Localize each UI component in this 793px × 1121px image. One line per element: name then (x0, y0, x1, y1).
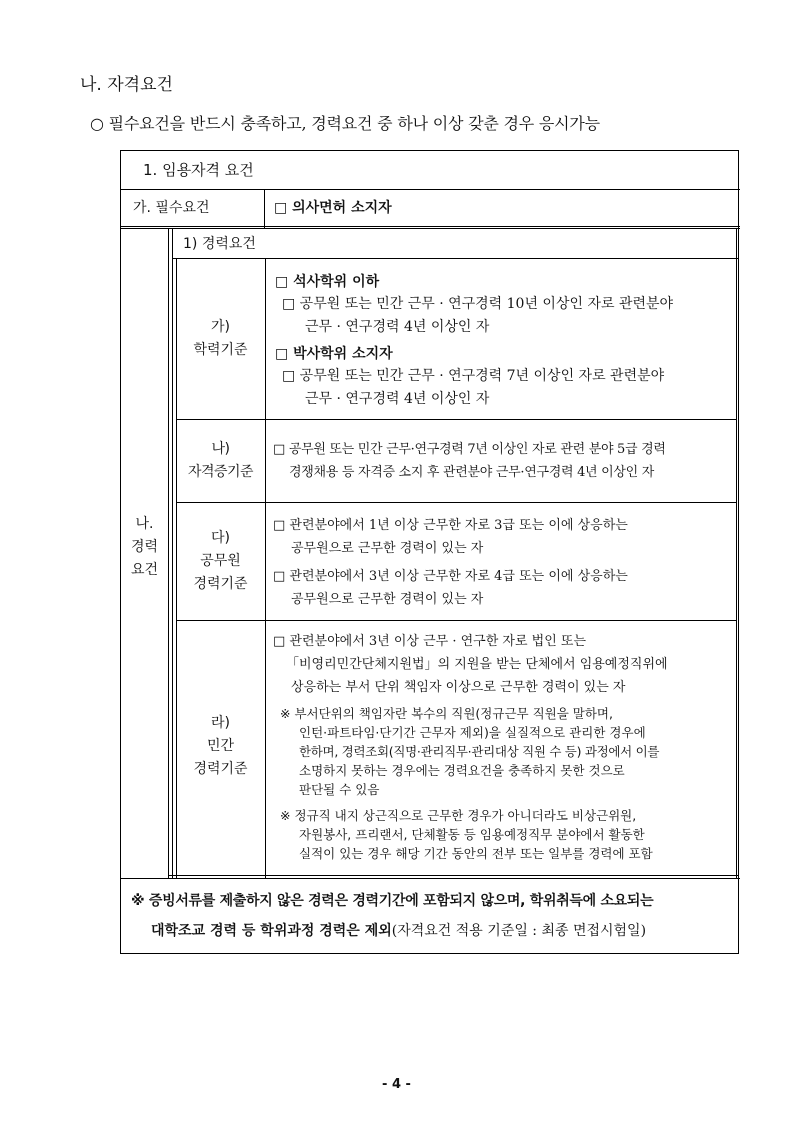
doctor-line: 근무 · 연구경력 4년 이상인 자 (305, 391, 490, 407)
career-subheading: 1) 경력요건 (183, 236, 256, 252)
public-career-line: 공무원으로 근무한 경력이 있는 자 (291, 541, 484, 556)
private-career-line: □ 관련분야에서 3년 이상 근무 · 연구한 자로 법인 또는 (273, 634, 587, 649)
private-note-line: 판단될 수 있음 (299, 782, 380, 797)
required-label: 가. 필수요건 (133, 200, 210, 216)
private-note-line: 한하며, 경력조회(직명·관리직무·관리대상 직원 수 등) 과정에서 이를 (299, 744, 660, 759)
table-title: 1. 임용자격 요건 (143, 161, 254, 179)
masters-line: □ 공무원 또는 민간 근무 · 연구경력 10년 이상인 자로 관련분야 (282, 296, 674, 312)
license-label: 나) 자격증기준 (187, 441, 254, 480)
public-career-line: □ 관련분야에서 3년 이상 근무한 자로 4급 또는 이에 상응하는 (273, 569, 628, 584)
private-career-line: 「비영리민간단체지원법」의 지원을 받는 단체에서 임용예정직위에 (286, 657, 668, 672)
license-line: □ 공무원 또는 민간 근무·연구경력 7년 이상인 자로 관련 분야 5급 경력 (273, 442, 666, 457)
footnote-line: ※ 증빙서류를 제출하지 않은 경력은 경력기간에 포함되지 않으며, 학위취득에 소요되는 (131, 893, 654, 909)
doctor-title: □ 박사학위 소지자 (275, 346, 393, 362)
private-note-line: ※ 정규직 내지 상근직으로 근무한 경우가 아니더라도 비상근위원, (280, 808, 637, 823)
section-heading: 나. 자격요건 (80, 75, 173, 95)
required-value: □ 의사면허 소지자 (274, 200, 392, 216)
masters-title: □ 석사학위 이하 (275, 274, 380, 290)
education-label: 가) 학력기준 (193, 319, 248, 358)
private-note-line: 인턴·파트타임·단기간 근무자 제외)을 실질적으로 관리한 경우에 (299, 725, 646, 740)
intro-line: ○ 필수요건을 반드시 충족하고, 경력요건 중 하나 이상 갖춘 경우 응시가능 (90, 114, 600, 133)
masters-line: 근무 · 연구경력 4년 이상인 자 (305, 319, 490, 335)
qualification-table (120, 150, 739, 954)
private-career-label: 라) 민간 경력기준 (193, 715, 248, 777)
doctor-line: □ 공무원 또는 민간 근무 · 연구경력 7년 이상인 자로 관련분야 (282, 368, 665, 384)
license-line: 경쟁채용 등 자격증 소지 후 관련분야 근무·연구경력 4년 이상인 자 (289, 465, 655, 480)
private-note-line: 자원봉사, 프리랜서, 단체활동 등 임용예정직무 분야에서 활동한 (299, 827, 645, 842)
page-number: - 4 - (382, 1077, 411, 1092)
private-note-line: 실적이 있는 경우 해당 기간 동안의 전부 또는 일부를 경력에 포함 (299, 846, 653, 861)
private-note-line: ※ 부서단위의 책임자란 복수의 직원(정규근무 직원을 말하며, (280, 706, 613, 721)
footnote-line: 대학조교 경력 등 학위과정 경력은 제외(자격요건 적용 기준일 : 최종 면접시험일) (151, 923, 647, 939)
public-career-label: 다) 공무원 경력기준 (193, 530, 248, 592)
private-note-line: 소명하지 못하는 경우에는 경력요건을 충족하지 못한 것으로 (299, 763, 625, 778)
private-career-line: 상응하는 부서 단위 책임자 이상으로 근무한 경력이 있는 자 (291, 680, 626, 695)
public-career-line: □ 관련분야에서 1년 이상 근무한 자로 3급 또는 이에 상응하는 (273, 518, 628, 533)
public-career-line: 공무원으로 근무한 경력이 있는 자 (291, 592, 484, 607)
career-label: 나. 경력 요건 (130, 516, 159, 578)
